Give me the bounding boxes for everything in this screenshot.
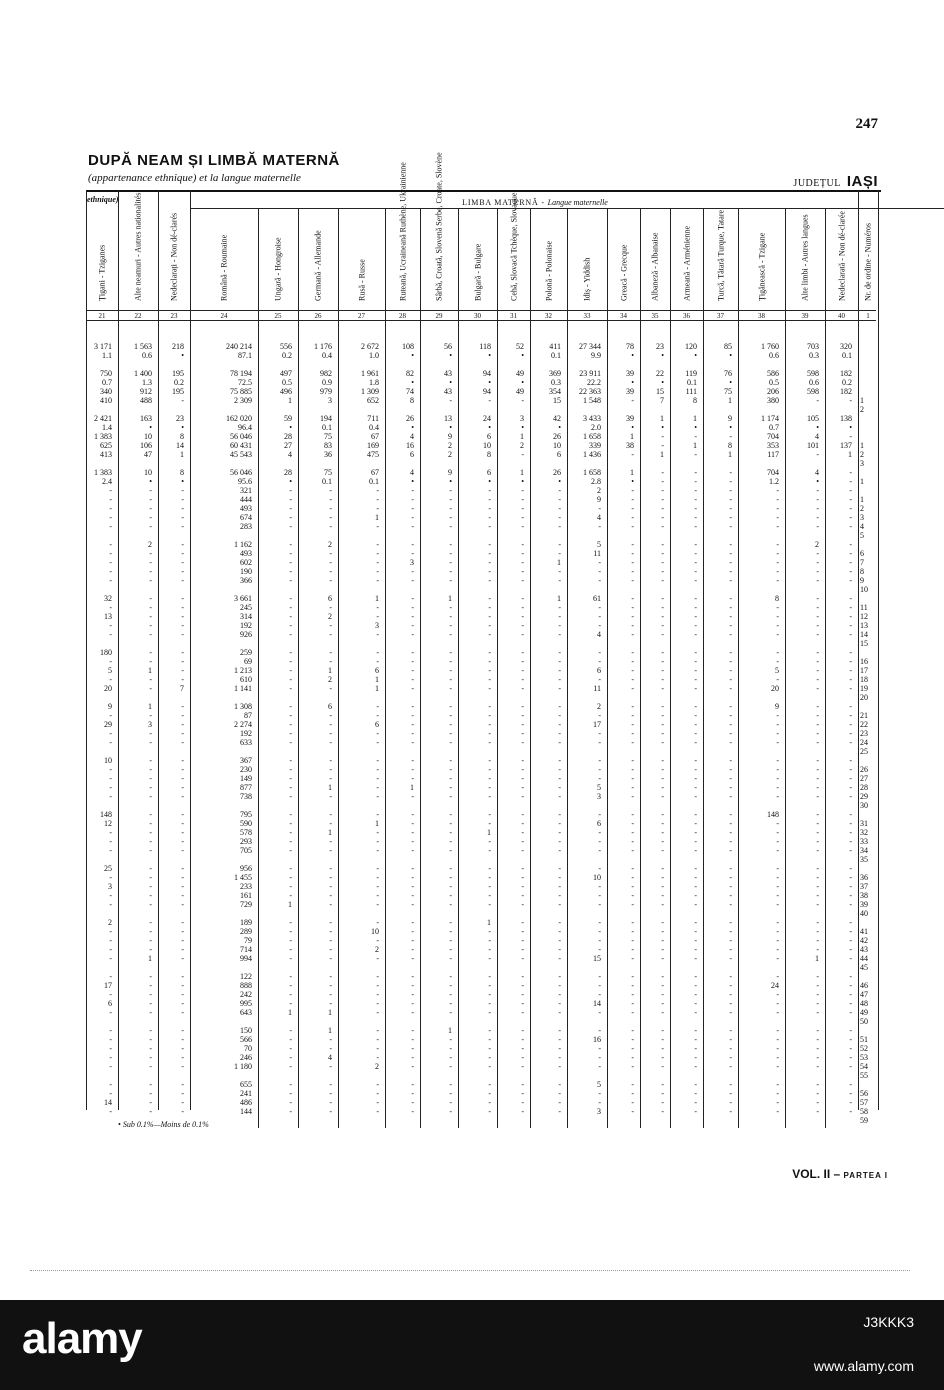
column-header — [827, 212, 856, 310]
column-number: 25 — [274, 312, 282, 320]
column-header-label: Bulgară - Bulgare — [473, 243, 482, 301]
column-divider — [258, 208, 259, 1128]
column-header-label: Albaneză - Albanaise — [650, 232, 660, 301]
column-header — [642, 212, 668, 310]
column-header-label: Rusă - Russe — [357, 259, 366, 301]
data-column: 27 344 9.9 23 911 22.2 22 363 1 548 3 433 2.0 1 658 339 1 436 1 658 2.8 2 9 - 4 - 5 11 - - - 61 - - - 4 - - 6 - 11 2 - 17 - - - - - 5 3 - 6 - - - - 10 - - - - - - - 15 - - - 14 - - 16 - - - 5 - - 3 — [579, 342, 601, 1116]
column-divider — [607, 208, 608, 1128]
column-number: 1 — [866, 312, 870, 320]
page-subtitle: (appartenance ethnique) et la langue maternelle — [88, 172, 301, 184]
column-header-label: Nedeclarați - Non dé-clarés — [169, 212, 179, 301]
column-divider — [420, 208, 421, 1128]
column-header — [192, 212, 256, 310]
column-number: 39 — [801, 312, 809, 320]
page-title: DUPĂ NEAM ȘI LIMBĂ MATERNĂ — [88, 152, 340, 169]
column-header — [672, 212, 701, 310]
column-header-label: Alte neamuri - Autres nationalités — [133, 192, 143, 301]
column-header-label: Nr. de ordine - Numéros — [863, 223, 873, 301]
data-column: 52 • 49 • 49 - 3 • 1 2 - 1 • - - - - - - - - - - - - - - - - - - - - - - - - - - - - - - - - - - - - - - - - - - - - - - - - - - - - - - - - - - - — [516, 342, 524, 1116]
column-divider — [338, 208, 339, 1128]
column-divider — [640, 208, 641, 1128]
column-header — [569, 212, 605, 310]
column-header-label: Turcă, Tătară Turque, Tatare — [716, 209, 725, 301]
column-number: 29 — [435, 312, 443, 320]
column-number: 31 — [510, 312, 517, 320]
langue-maternelle-label: Langue maternelle — [547, 198, 608, 207]
column-header-label: Polonă - Polonaise — [544, 241, 553, 301]
column-divider — [118, 190, 119, 1110]
data-column: 2 672 1.0 1 961 1.8 1 309 652 711 0.4 67 169 475 67 0.1 - - - 1 - - - - - - 1 - - 3 - - - 6 1 1 - - 6 - - - - - - - - 1 - - - - - - - - - 10 - 2 - - - - - - - - - - 2 - - - - — [361, 342, 379, 1116]
column-divider — [738, 208, 739, 1128]
column-header-label: Idiș - Yiddish — [582, 257, 592, 301]
column-header — [532, 212, 565, 310]
column-number: 24 — [220, 312, 228, 320]
column-header — [260, 212, 296, 310]
column-header — [787, 212, 823, 310]
volume-label: VOL. II – PARTEA I — [792, 1167, 888, 1181]
column-divider — [878, 190, 879, 1110]
column-divider — [703, 208, 704, 1128]
column-number: 40 — [838, 312, 845, 320]
column-number: 35 — [651, 312, 659, 320]
row-rule — [86, 320, 876, 321]
ethnic-header-tail: ethnique) — [87, 195, 119, 204]
data-column: 118 • 94 • 94 - 24 • 6 10 8 6 • - - - - - - - - - - - - - - - - - - - - - - - - - - - - - - - - 1 - - - - - - - 1 - - - - - - - - - - - - - - - - - - — [479, 342, 491, 1116]
column-header — [160, 212, 188, 310]
column-header-label: Sârbă, Croată, Slovenă Serbe, Croate, Slovène — [434, 152, 444, 301]
column-header — [860, 212, 876, 310]
data-column: 78 • 39 • 39 - 39 • 1 38 - 1 • - - - - - - - - - - - - - - - - - - - - - - - - - - - - - - - - - - - - - - - - - - - - - - - - - - - - - - - - - - - — [626, 342, 634, 1116]
data-column: 218 • 195 0.2 195 - 23 • 8 14 1 8 • - - - - - - - - - - - - - - - - - - - 7 - - - - - - - - - - - - - - - - - - - - - - - - - - - - - - - - - - - - - - - — [172, 342, 184, 1116]
column-divider — [858, 190, 859, 1110]
column-divider — [385, 208, 386, 1128]
column-divider — [190, 190, 191, 1110]
column-divider — [298, 208, 299, 1128]
data-column: 411 0.1 369 0.3 354 15 42 • 26 10 6 26 • - - - - - - - 1 - - 1 - - - - - - - - - - - - - - - - - - - - - - - - - - - - - - - - - - - - - - - - - - - - - - - - — [549, 342, 561, 1116]
column-header-label: Alte limbi - Autres langues — [800, 214, 810, 301]
column-header — [422, 152, 456, 310]
county-name: IAȘI — [846, 173, 878, 190]
data-column: 120 • 119 0.1 111 8 1 • - 1 - - - - - - - - - - - - - - - - - - - - - - - - - - - - - - - - - - - - - - - - - - - - - - - - - - - - - - - - - - - - - - — [685, 342, 697, 1116]
column-header-label: Nedeclarată - Non dé-clarée — [837, 211, 846, 301]
column-number: 30 — [474, 312, 481, 320]
data-column: 56 • 43 • 43 - 13 • 9 2 2 9 • - - - - - - - - - - 1 - - - - - - - - - - - - - - - - - - - - - - - - - - - - - - - - - - - - - - - 1 - - - - - - - - — [444, 342, 452, 1116]
footnote-text: Sub 0.1%—Moins de 0.1% — [122, 1120, 209, 1129]
column-number: 38 — [758, 312, 765, 320]
watermark-site: www.alamy.com — [813, 1358, 914, 1374]
column-header-label: Greacă - Grecque — [619, 244, 628, 301]
column-number: 27 — [358, 312, 365, 320]
data-column: 556 0.2 497 0.5 496 1 59 • 28 27 4 28 • - - - - - - - - - - - - - - - - - - - - - - - - - - - - - - - - - - - - - - - 1 - - - - - - - - - 1 - - - - - - - - - — [280, 342, 292, 1116]
column-header-label: Țigănească - Tzigane — [757, 232, 766, 301]
column-header — [740, 212, 783, 310]
footnote: • Sub 0.1%—Moins de 0.1% — [118, 1120, 209, 1129]
scan-edge-line — [30, 1270, 910, 1271]
column-number: 34 — [620, 312, 627, 320]
mother-tongue-header: LIMBA MATERNĂ - Langue maternelle — [462, 198, 608, 207]
county-heading — [793, 173, 878, 190]
column-header — [609, 212, 638, 310]
column-header-label: Română - Roumaine — [219, 234, 229, 301]
watermark-image-code: J3KKK3 — [863, 1314, 914, 1330]
data-column: 320 0.1 182 0.2 182 - 138 • - 137 1 - - - - - - - - - - - - - - - - - - - - - - - - - - - - - - - - - - - - - - - - - - - - - - - - - - - - - - - - - - - - - — [840, 342, 852, 1116]
column-number: 21 — [98, 312, 106, 320]
data-column: 240 214 87.1 78 194 72.5 75 885 2 309 162 020 96.4 56 046 60 431 45 543 56 046 95.6 321 444 493 674 283 1 162 493 602 190 366 3 661 245 314 192 926 259 69 1 213 610 1 141 1 308 87 2 274 192 633 367 230 149 877 738 795 590 578 293 705 956 1 455 233 161 729 189 289 79 714 994 122 888 242 995 643 150 566 70 246 1 180 655 241 486 144 — [226, 342, 252, 1116]
column-header — [300, 212, 336, 310]
column-divider — [458, 208, 459, 1128]
data-column: 23 • 22 • 15 7 1 • - - 1 - - - - - - - - - - - - - - - - - - - - - - - - - - - - - - - - - - - - - - - - - - - - - - - - - - - - - - - - - - - - - — [656, 342, 664, 1116]
column-number: 23 — [170, 312, 178, 320]
mother-tongue-label: LIMBA MATERNĂ — [462, 198, 539, 207]
column-number: 37 — [717, 312, 724, 320]
column-divider — [530, 208, 531, 1128]
column-divider — [825, 208, 826, 1128]
column-divider — [567, 208, 568, 1128]
data-column: 1 176 0.4 982 0.9 979 3 194 0.1 75 83 36 75 0.1 - - - - - 2 - - - - 6 - 2 - - - - 1 2 - 6 - - - - - - - 1 - - - 1 - - - - - - - - - - - - - - - - 1 1 - - 4 - - - - - — [314, 342, 332, 1116]
column-header — [387, 162, 418, 310]
column-header — [340, 212, 383, 310]
column-header-label: Cehă, Slovacă Tchèque, Slovaque — [509, 192, 518, 301]
column-header — [499, 192, 528, 310]
watermark-bar — [0, 1300, 944, 1390]
column-header-label: Ruteană, Ucraineană Ruthène, Ukrainienne — [398, 162, 407, 301]
column-number: 33 — [583, 312, 591, 320]
column-divider — [158, 190, 159, 1110]
column-header — [705, 209, 736, 310]
column-header — [120, 192, 156, 310]
column-header-label: Țigani - Tziganes — [97, 244, 107, 301]
column-header-label: Germană - Allemande — [313, 230, 323, 301]
data-column: 108 • 82 • 74 8 26 • 4 16 6 4 • - - - - - - - 3 - - - - - - - - - - - - - - - - - - - - 1 - - - - - - - - - - - - - - - - - - - - - - - - - - - - - - — [402, 342, 414, 1116]
column-divider — [670, 208, 671, 1128]
column-number: 36 — [683, 312, 690, 320]
data-column: 85 • 76 • 75 1 9 • - 8 1 - - - - - - - - - - - - - - - - - - - - - - - - - - - - - - - - - - - - - - - - - - - - - - - - - - - - - - - - - - - - - — [724, 342, 732, 1116]
row-numbers-column: 1 2 1 2 3 1 1 2 3 4 5 6 7 8 9 10 11 12 13 14 15 16 17 18 19 20 21 22 23 24 25 26 27 28 29 30 31 32 33 34 35 36 37 38 39 40 41 42 43 44 45 46 47 48 49 50 51 52 53 54 55 56 57 58 59 — [860, 396, 868, 1125]
data-column: 3 171 1.1 750 0.7 340 410 2 421 1.4 1 383 625 413 1 383 2.4 - - - - - - - - - - 32 - 13 - - 180 - 5 - 20 9 - 29 - - 10 - - - - 148 12 - - - 25 - 3 - - 2 - - - - - 17 - 6 - - - - - - - - 14 - — [94, 342, 112, 1116]
column-header — [460, 212, 495, 310]
volume-text: VOL. II — [792, 1167, 831, 1181]
column-divider — [785, 208, 786, 1128]
column-header-label: Ungară - Hongroise — [273, 237, 283, 301]
column-number: 26 — [314, 312, 322, 320]
column-header-label: Armeană - Arménienne — [682, 225, 691, 301]
column-divider — [86, 190, 87, 1110]
column-number: 22 — [134, 312, 142, 320]
row-rule — [191, 208, 944, 209]
data-column: 1 760 0.6 586 0.5 206 380 1 174 0.7 704 353 117 704 1.2 - - - - - - - - - - 8 - - - - - - 5 - 20 9 - - - - - - - - - 148 - - - - - - - - - - - - - - - 24 - - - - - - - - - - - - — [761, 342, 779, 1116]
page-number: 247 — [855, 116, 878, 132]
column-header — [88, 212, 116, 310]
column-divider — [497, 208, 498, 1128]
county-label: JUDEȚUL — [793, 178, 841, 189]
watermark-brand: alamy — [22, 1314, 142, 1363]
data-column: 703 0.3 598 0.6 598 - 105 • 4 101 - 4 • - - - - - 2 - - - - - - - - - - - - - - - - - - - - - - - - - - - - - - - - - - - - - - 1 - - - - - - - - - - - - - - — [807, 342, 819, 1116]
data-column: 1 563 0.6 1 400 1.3 912 488 163 • 10 106 47 10 • - - - - - 2 - - - - - - - - - - - 1 - - 1 - 3 - - - - - - - - - - - - - - - - - - - - - 1 - - - - - - - - - - - - - - — [134, 342, 152, 1116]
partea-text: PARTEA I — [843, 1171, 888, 1180]
column-number: 32 — [545, 312, 552, 320]
column-number: 28 — [399, 312, 406, 320]
row-rule — [86, 310, 876, 311]
